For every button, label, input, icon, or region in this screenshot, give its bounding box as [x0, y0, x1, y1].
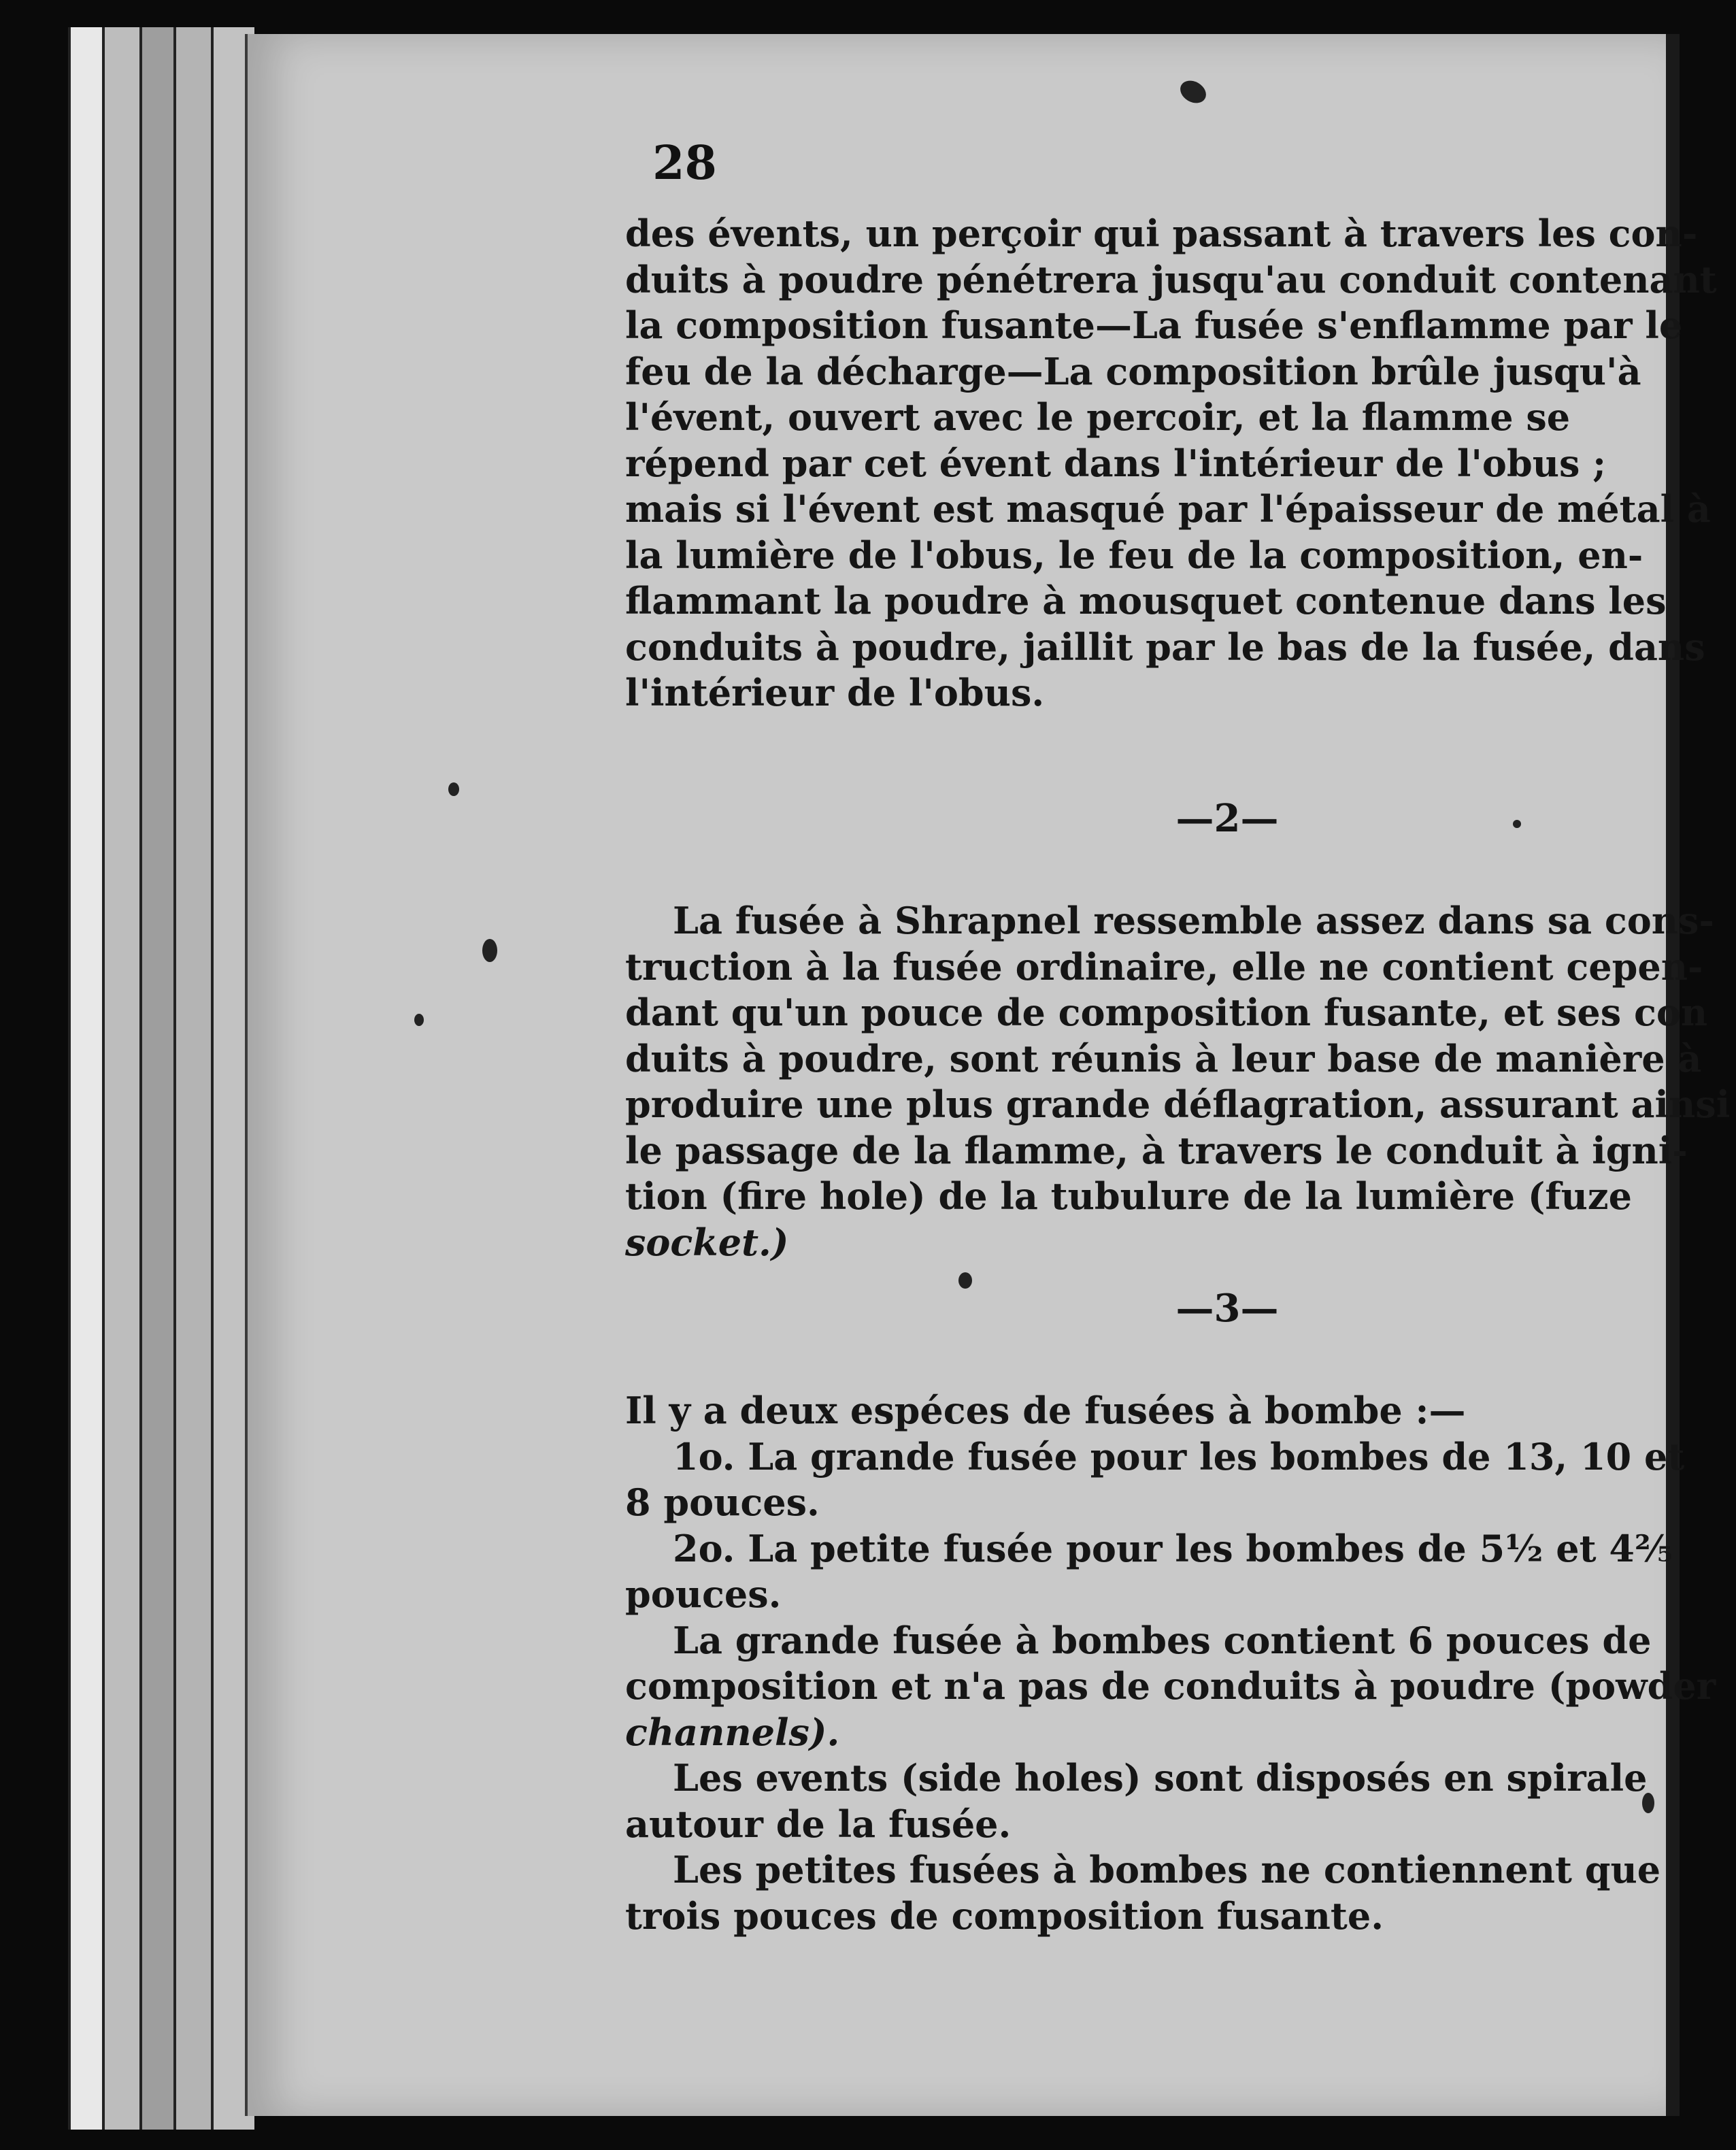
ink-speck [1176, 76, 1210, 108]
text-line: channels). [625, 1710, 840, 1754]
text-line: conduits à poudre, jaillit par le bas de la fusée, dans [625, 625, 1705, 669]
text-line: mais si l'évent est masqué par l'épaisseur de métal à [625, 487, 1711, 531]
text-line: pouces. [625, 1572, 782, 1616]
text-line: composition et n'a pas de conduits à poudre (powder [625, 1664, 1716, 1708]
text-line: 2o. La petite fusée pour les bombes de 5½ et 4⅖ [673, 1526, 1673, 1570]
text-line: flammant la poudre à mousquet contenue dans les [625, 579, 1667, 623]
ink-speck [448, 782, 459, 796]
text-line: 1o. La grande fusée pour les bombes de 13, 10 et [673, 1434, 1685, 1478]
book-page [245, 34, 1731, 2116]
text-line: le passage de la flamme, à travers le conduit à igni- [625, 1128, 1688, 1172]
text-line: La fusée à Shrapnel ressemble assez dans sa cons- [673, 899, 1714, 942]
text-line: répend par cet évent dans l'intérieur de l'obus ; [625, 441, 1607, 485]
text-line: truction à la fusée ordinaire, elle ne contient cepen- [625, 944, 1703, 989]
paragraph-2 [625, 898, 1736, 1266]
text-line: feu de la décharge—La composition brûle jusqu'à [625, 349, 1641, 393]
ink-speck [482, 939, 497, 962]
paragraph-3 [625, 1388, 1736, 1939]
text-line: autour de la fusée. [625, 1802, 1012, 1846]
paragraph-1 [625, 211, 1736, 716]
text-line: 8 pouces. [625, 1481, 820, 1524]
section-heading-3: —3— [1175, 1286, 1279, 1331]
text-line: trois pouces de composition fusante. [625, 1893, 1384, 1938]
text-line: La grande fusée à bombes contient 6 pouces de [673, 1618, 1652, 1662]
text-line: la composition fusante—La fusée s'enflamme par le [625, 303, 1683, 347]
text-line: Il y a deux espéces de fusées à bombe :— [625, 1389, 1466, 1432]
text-line: des évents, un perçoir qui passant à travers les con- [625, 212, 1698, 255]
page-number: 28 [652, 136, 717, 191]
text-line: la lumière de l'obus, le feu de la composition, en- [625, 533, 1643, 577]
text-line: socket.) [625, 1220, 789, 1264]
ink-speck [414, 1014, 424, 1026]
text-line: l'intérieur de l'obus. [625, 671, 1045, 714]
text-line: Les events (side holes) sont disposés en spirale [673, 1756, 1648, 1800]
text-line: duits à poudre, sont réunis à leur base de manière à [625, 1036, 1702, 1080]
text-line: dant qu'un pouce de composition fusante, et ses con [625, 991, 1708, 1034]
text-line: produire une plus grande déflagration, assurant ainsi [625, 1082, 1731, 1126]
text-line: tion (fire hole) de la tubulure de la lumière (fuze [625, 1174, 1632, 1218]
text-line: l'évent, ouvert avec le percoir, et la flamme se [625, 395, 1571, 439]
text-line: Les petites fusées à bombes ne contiennent que [673, 1848, 1661, 1891]
section-heading-2: —2— [1175, 796, 1279, 841]
text-line: duits à poudre pénétrera jusqu'au conduit contenant [625, 257, 1717, 301]
